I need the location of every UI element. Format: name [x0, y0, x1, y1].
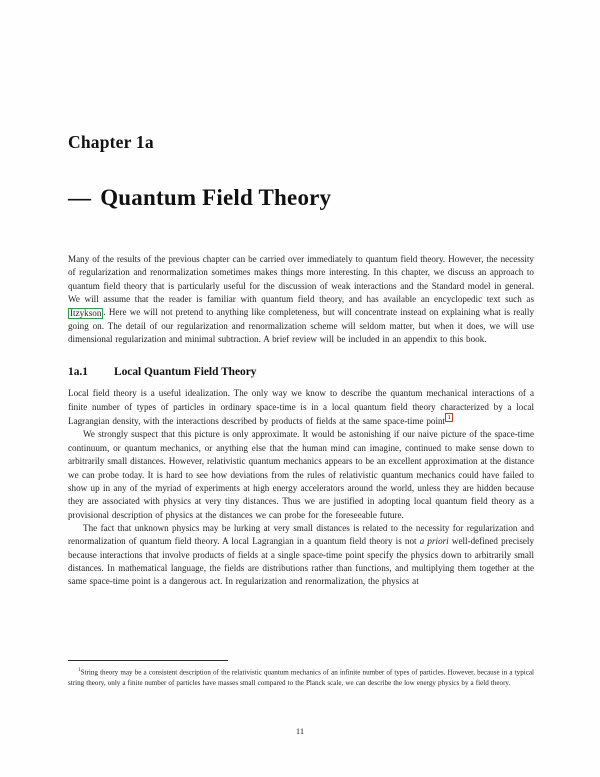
footnote-marker: 1: [78, 667, 81, 673]
footnote-entry: [68, 665, 534, 688]
paragraph-regularization: [68, 522, 534, 589]
footnote-text: String theory may be a consistent description of the relativistic quantum mechanics of an infinite number of types of particles. However, because in a typical string theory, only a finite number of particles have masses small compared to the Planck scale, we can describe the low energy physics by a field theory.: [68, 668, 534, 687]
paragraph-approximation: We strongly suspect that this picture is only approximate. It would be astonishing if our naive picture of the space-time continuum, or quantum mechanics, or anything else that the human mind can imagine, continued to make sense down to arbitrarily small distances. However, relativistic quantum mechanics appears to be an excellent approximation at the distance we can probe today. It is hard to see how deviations from the rules of relativistic quantum mechanics could have failed to show up in any of the myriad of experiments at high energy accelerators around the world, unless they are hidden because they are associated with physics at very tiny distances. Thus we are justified in adopting local quantum field theory as a provisional description of physics at the distances we can probe for the foreseeable future.: [68, 429, 534, 520]
chapter-title-dash: —: [68, 185, 92, 210]
citation-link-itzykson[interactable]: Itzykson: [70, 307, 102, 318]
intro-text-part2: . Here we will not pretend to anything like completeness, but will concentrate instead on explaining what is really going on. The detail of our regularization and renormalization scheme will seldom matter, but when it does, we will use dimensional regularization and minimal subtraction. A brief review will be included in an appendix to this book.: [68, 307, 534, 345]
section-title: Local Quantum Field Theory: [114, 366, 257, 379]
paragraph-1-text: Local field theory is a useful idealization. The only way we know to describe the quantum mechanical interactions of a finite number of types of particles in ordinary space-time is in a local quantum field theory characterized by a local Lagrangian density, with the interactions described by products of fields at the same space-time point: [68, 388, 534, 427]
section-heading: [68, 366, 534, 378]
page-content: [68, 132, 534, 589]
chapter-label: Chapter 1a: [68, 132, 154, 152]
section-number: 1a.1: [68, 366, 88, 379]
footnote-area: [68, 660, 534, 688]
paragraph-3-italic-term: a priori: [419, 536, 449, 547]
paragraph-3-text-b: well-defined precisely because interactions that involve products of fields at a single space-time point specify the physics down to arbitrarily small distances. In mathematical language, the fields are distributions rather than functions, and multiplying them together at the same space-time point is a dangerous act. In regularization and renormalization, the physics at: [68, 536, 535, 587]
footnote-reference-link[interactable]: 1: [445, 413, 453, 422]
intro-text-part1: Many of the results of the previous chapter can be carried over immediately to quantum field theory. However, the necessity of regularization and renormalization sometimes makes things more interesting. In this chapter, we discuss an approach to quantum field theory that is particularly useful for the discussion of weak interactions and the Standard model in general. We will assume that the reader is familiar with quantum field theory, and has available an encyclopedic text such as: [68, 254, 534, 305]
chapter-title: [68, 185, 534, 211]
chapter-title-text: Quantum Field Theory: [100, 185, 332, 210]
paragraph-3-text-a: The fact that unknown physics may be lurking at very small distances is related to the necessity for regularization and renormalization of quantum field theory. A local Lagrangian in a quantum field theory is not: [68, 522, 534, 547]
paragraph-local-field-theory: [68, 387, 534, 428]
intro-paragraph: [68, 253, 534, 346]
footnote-separator-rule: [68, 660, 228, 661]
page-number: 11: [295, 726, 305, 736]
